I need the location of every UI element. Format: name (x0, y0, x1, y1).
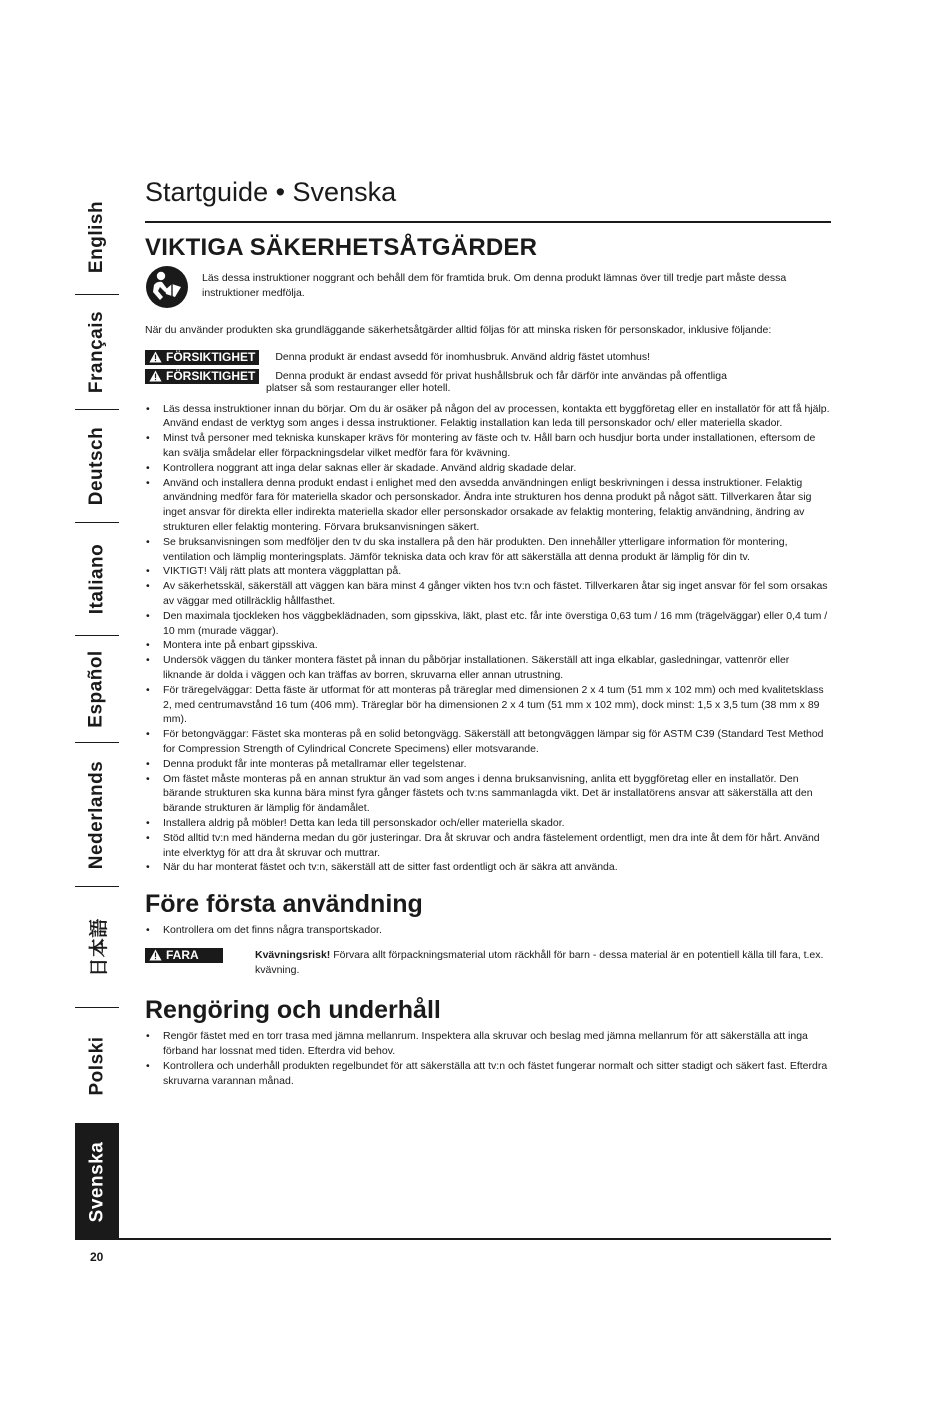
warning-triangle-icon (149, 949, 162, 961)
list-item: • Installera aldrig på möbler! Detta kan leda till personskador och/eller materiella skador. (163, 816, 831, 831)
maintenance-list (145, 1029, 831, 1088)
tab-english[interactable] (75, 180, 119, 294)
tab-label: English (86, 200, 107, 274)
safety-list (145, 402, 831, 876)
list-item: • Stöd alltid tv:n med händerna medan du gör justeringar. Dra åt skruvar och andra fästelement ordentligt, men dra inte åt dem för hårt. Använd inte elverktyg för att dra åt skruvar och muttrar. (163, 831, 831, 861)
list-item: • Kontrollera noggrant att inga delar saknas eller är skadade. Använd aldrig skadade delar. (163, 461, 831, 476)
tab-label: Nederlands (86, 760, 108, 869)
list-item: • VIKTIGT! Välj rätt plats att montera väggplattan på. (163, 564, 831, 579)
list-item: • Läs dessa instruktioner innan du börjar. Om du är osäker på någon del av processen, kontakta ett byggföretag eller en installatör för att få hjälp. Använd endast de verktyg som anges i dessa instruktioner. Felaktig installation kan leda till personskador och/ eller materiella skador. (163, 402, 831, 432)
list-item: • Om fästet måste monteras på en annan struktur än vad som anges i denna bruksanvisning, anlita ett byggföretag eller en installatör. Den bärande strukturen ska kunna bära minst fyra gånger fästets och tv:ns sammanlagda vikt. Det är installatörens ansvar att säkerställa att den bärande strukturen är lämplig för ändamålet. (163, 772, 831, 816)
list-item: • Se bruksanvisningen som medföljer den tv du ska installera på den här produkten. Den innehåller ytterligare information för montering, ventilation och lämplig monteringsplats. Jämför tekniska data och krav för att säkerställa att denna produkt är lämplig för din tv. (163, 535, 831, 565)
tab-label: Polski (86, 1036, 108, 1095)
caution-badge (145, 369, 259, 384)
caution-warning (145, 350, 831, 365)
danger-body: Förvara allt förpackningsmaterial utom räckhåll för barn - dessa material är en potentiell källa till fara, t.ex. kvävning. (255, 948, 824, 976)
danger-text (255, 948, 831, 978)
tab-svenska[interactable] (75, 1124, 119, 1240)
tab-espanol[interactable] (75, 636, 119, 742)
before-use-list (145, 923, 831, 938)
list-item: • Kontrollera och underhåll produkten regelbundet för att säkerställa att tv:n och fästet fungerar normalt och sitter stadigt och säkert fast. Efterdra skruvarna varannan månad. (163, 1059, 831, 1089)
danger-badge (145, 948, 223, 963)
danger-label: FARA (166, 947, 199, 962)
footer-rule (75, 1238, 831, 1240)
page-title: Startguide • Svenska (145, 177, 397, 207)
tab-japanese[interactable] (75, 887, 119, 1007)
page-number: 20 (90, 1250, 104, 1264)
maintenance-heading: Rengöring och underhåll (145, 996, 441, 1025)
list-item: • Använd och installera denna produkt endast i enlighet med den avsedda användningen enligt beskrivningen i dessa instruktioner. Felaktig användning medför fara för materiella skador och personskador. Ändra inte strukturen hos denna produkt på något sätt. Tillverkaren åtar sig inget ansvar för direkta eller indirekta materiella skador eller personskador orsakade av felaktig montering, felaktig användning, ändring av strukturen eller felaktig montering. Förvara bruksanvisningen säkert. (163, 476, 831, 535)
tab-label: Italiano (86, 543, 108, 615)
list-item: • Den maximala tjockleken hos väggbeklädnaden, som gipsskiva, läkt, plast etc. får inte överstiga 0,63 tum / 16 mm (trägelväggar) eller 0,4 tum / 10 mm (murade väggar). (163, 609, 831, 639)
warning-triangle-icon (149, 370, 162, 382)
list-item: • När du har monterat fästet och tv:n, säkerställ att de sitter fast ordentligt och är säkra att använda. (163, 860, 831, 875)
danger-warning (145, 948, 831, 978)
caution-label: FÖRSIKTIGHET (166, 368, 256, 383)
tab-label: Español (86, 650, 107, 728)
caution-label: FÖRSIKTIGHET (166, 349, 256, 364)
title-rule (145, 221, 831, 223)
tab-francais[interactable] (75, 295, 119, 409)
danger-emphasis: Kvävningsrisk! (255, 948, 331, 961)
list-item: • Montera inte på enbart gipsskiva. (163, 638, 831, 653)
manual-notice (145, 265, 831, 309)
list-item: • Denna produkt får inte monteras på metallramar eller tegelstenar. (163, 757, 831, 772)
safety-heading: VIKTIGA SÄKERHETSÅTGÄRDER (145, 234, 538, 261)
list-item: • Rengör fästet med en torr trasa med jämna mellanrum. Inspektera alla skruvar och beslag med jämna mellanrum för att säkerställa att inga förband har lossnat med tiden. Efterdra vid behov. (163, 1029, 831, 1059)
language-sidebar (75, 180, 119, 1240)
warning-triangle-icon (149, 351, 162, 363)
list-item: • Undersök väggen du tänker montera fästet på innan du påbörjar installationen. Säkerställ att inga elkablar, gasledningar, vattenrör eller liknande är dolda i väggen och kan träffas av borren, skruvarna eller annan utrustning. (163, 653, 831, 683)
tab-deutsch[interactable] (75, 410, 119, 522)
safety-intro: När du använder produkten ska grundläggande säkerhetsåtgärder alltid följas för att minska risken för personskador, inklusive följande: (145, 324, 772, 336)
list-item: • För träregelväggar: Detta fäste är utformat för att monteras på träreglar med dimensionen 2 x 4 tum (51 mm x 102 mm) och med kvalitetsklass 2, med centrumavstånd 16 tum (406 mm). Träreglar bör ha dimensionen 2 x 4 tum (51 mm x 102 mm), dock minst: 1,5 x 3,5 tum (38 mm x 89 mm). (163, 683, 831, 727)
tab-label: Deutsch (86, 426, 107, 506)
tab-italiano[interactable] (75, 523, 119, 635)
caution-text: Denna produkt är endast avsedd för inomhusbruk. Använd aldrig fästet utomhus! (275, 350, 651, 363)
read-manual-icon (145, 265, 189, 309)
caution-text: Denna produkt är endast avsedd för privat hushållsbruk och får därför inte användas på offentliga (275, 369, 727, 382)
list-item: • Av säkerhetsskäl, säkerställ att väggen kan bära minst 4 gånger vikten hos tv:n och fästet. Tillverkaren åtar sig inget ansvar för fel som orsakas av väggar med otillräcklig hållfasthet. (163, 579, 831, 609)
main-content (145, 170, 831, 1089)
tab-nederlands[interactable] (75, 743, 119, 886)
tab-polski[interactable] (75, 1008, 119, 1123)
tab-label: Svenska (86, 1141, 107, 1223)
tab-label: Français (86, 310, 107, 394)
list-item: • Minst två personer med tekniska kunskaper krävs för montering av fäste och tv. Håll barn och husdjur borta under installationen, eftersom de kan svälja smådelar eller förpackningsdelar vilket medför fara för kvävning. (163, 431, 831, 461)
caution-text-continued: platser så som restauranger eller hotell. (266, 381, 451, 394)
list-item: • För betongväggar: Fästet ska monteras på en solid betongvägg. Säkerställ att betongväggen lämpar sig för ASTM C39 (Standard Test Method for Compression Strength of Cylindrical Concrete Specimens) eller motsvarande. (163, 727, 831, 757)
manual-text: Läs dessa instruktioner noggrant och behåll dem för framtida bruk. Om denna produkt lämnas över till tredje part måste dessa instruktioner medfölja. (202, 272, 787, 299)
caution-badge (145, 350, 259, 365)
before-use-heading: Före första användning (145, 890, 423, 919)
list-item: • Kontrollera om det finns några transportskador. (163, 923, 831, 938)
tab-label: 日本語 (88, 917, 110, 977)
